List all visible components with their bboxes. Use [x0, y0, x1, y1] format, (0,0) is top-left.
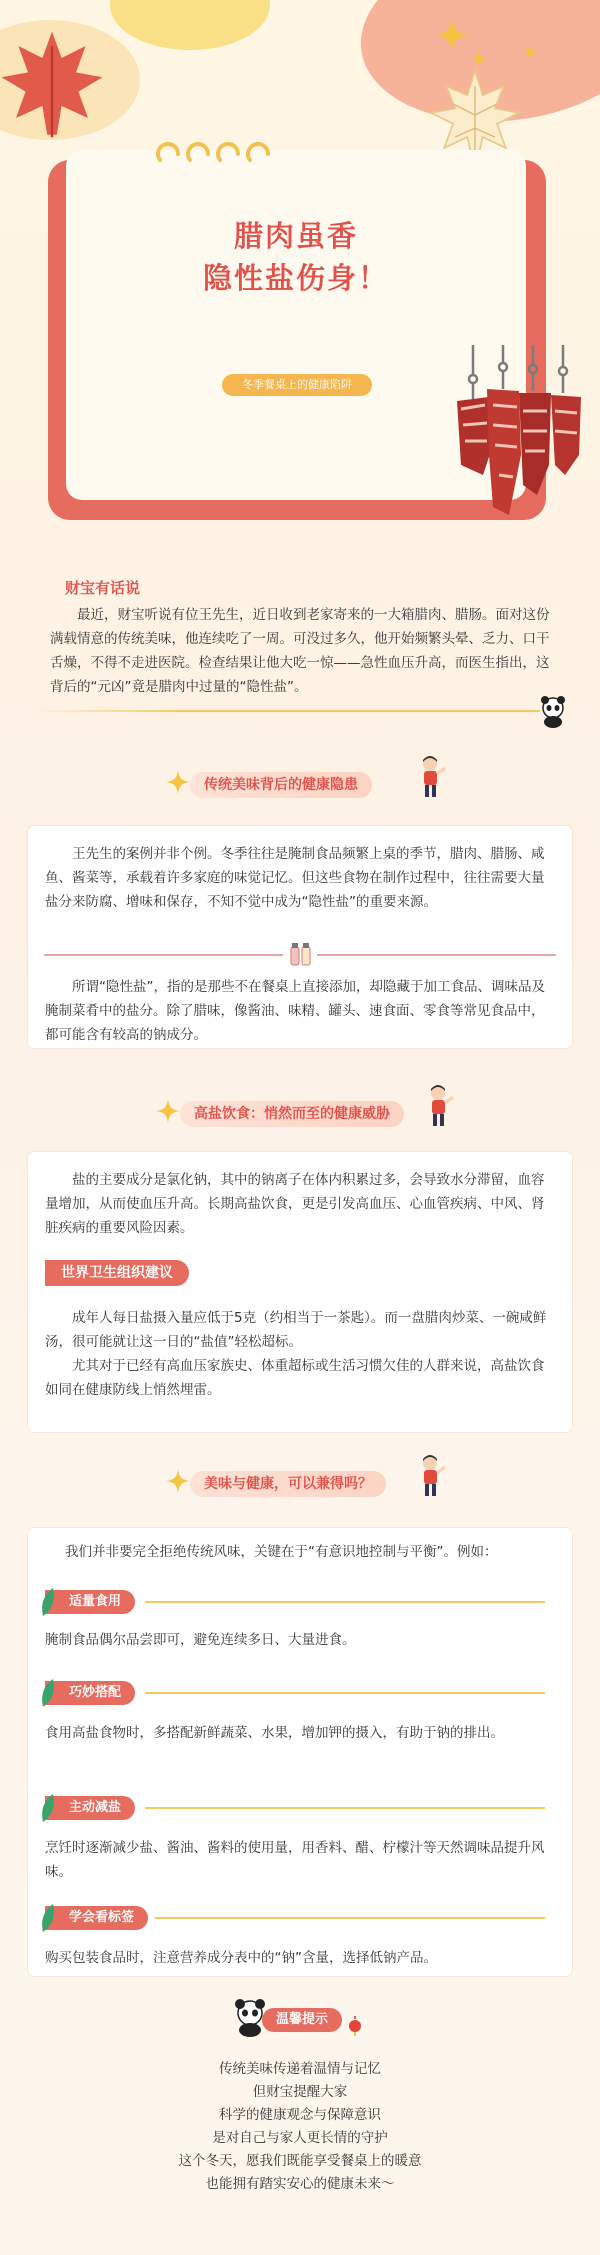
warm-line: 也能拥有踏实安心的健康未来～	[205, 2176, 395, 2192]
section2-paragraph: 成年人每日盐摄入量应低于5克（约相当于一茶匙）。而一盘腊肉炒菜、一碗咸鲜汤，很可能就让这一日的“盐值”轻松超标。	[45, 1310, 547, 1350]
section3-intro: 我们并非要完全拒绝传统风味，关键在于“有意识地控制与平衡”。例如：	[65, 1544, 498, 1560]
leaf-icon	[39, 1679, 57, 1707]
warm-line: 是对自己与家人更长情的守护	[212, 2130, 388, 2146]
maple-leaf-icon	[0, 22, 112, 142]
section-title: 高盐饮食：悄然而至的健康威胁	[180, 1101, 404, 1127]
divider-line	[145, 1692, 545, 1694]
sparkle-icon	[166, 1469, 190, 1493]
section1-paragraph: 所谓“隐性盐”，指的是那些不在餐桌上直接添加，却隐藏于加工食品、调味品及腌制菜肴中的盐分。除了腊味，像酱油、味精、罐头、速食面、零食等常见食品中，都可能含有较高的钠成分。	[45, 979, 545, 1043]
divider-line	[30, 710, 540, 712]
binder-rings-icon	[150, 128, 270, 168]
divider-line	[145, 1807, 545, 1809]
sparkle-icon	[435, 18, 469, 52]
tip-label	[45, 1681, 135, 1705]
kid-mascot-icon	[414, 754, 450, 800]
section-title: 美味与健康，可以兼得吗？	[190, 1471, 386, 1497]
section2-paragraph: 尤其对于已经有高血压家族史、体重超标或生活习惯欠佳的人群来说，高盐饮食如同在健康防线上悄然埋雷。	[45, 1358, 545, 1398]
divider-line	[155, 1917, 545, 1919]
warm-tips-title: 温馨提示	[262, 2008, 342, 2032]
leaf-icon	[39, 1904, 57, 1932]
decor-blob	[110, 0, 270, 50]
tip-label	[45, 1906, 148, 1930]
tip-label-text: 巧妙搭配	[69, 1685, 122, 1700]
tip-label-text: 主动减盐	[69, 1800, 122, 1815]
tip-label	[45, 1590, 135, 1614]
tip-text: 烹饪时逐渐减少盐、酱油、酱料的使用量，用香料、醋、柠檬汁等天然调味品提升风味。	[45, 1840, 545, 1880]
hero-banner	[0, 0, 600, 560]
section-header	[156, 1099, 456, 1129]
section1-paragraph: 王先生的案例并非个例。冬季往往是腌制食品频繁上桌的季节，腊肉、腊肠、咸鱼、酱菜等，承载着许多家庭的味觉记忆。但这些食物在制作过程中，往往需要大量盐分来防腐、增味和保存，不知不觉中成为“隐性盐”的重要来源。	[45, 846, 545, 910]
tip-label-text: 适量食用	[69, 1594, 122, 1609]
warm-line: 科学的健康观念与保障意识	[219, 2107, 381, 2123]
sparkle-icon	[156, 1099, 180, 1123]
intro-paragraph: 最近，财宝听说有位王先生，近日收到老家寄来的一大箱腊肉、腊肠。面对这份满载情意的传统美味，他连续吃了一周。可没过多久，他开始频繁头晕、乏力、口干舌燥，不得不走进医院。检查结果让他大吃一惊——急性血压升高，而医生指出，这背后的“元凶”竟是腊肉中过量的“隐性盐”。	[50, 607, 550, 695]
sparkle-icon	[470, 50, 488, 68]
section2-paragraph: 盐的主要成分是氯化钠，其中的钠离子在体内积累过多，会导致水分滞留，血容量增加，从而使血压升高。长期高盐饮食，更是引发高血压、心血管疾病、中风、肾脏疾病的重要风险因素。	[45, 1172, 545, 1236]
divider-line	[145, 1601, 545, 1603]
tip-text: 食用高盐食物时，多搭配新鲜蔬菜、水果，增加钾的摄入，有助于钠的排出。	[45, 1725, 504, 1741]
condiment-bottles-icon	[283, 941, 317, 969]
tip-text: 购买包装食品时，注意营养成分表中的“钠”含量，选择低钠产品。	[45, 1950, 437, 1966]
warm-line: 但财宝提醒大家	[252, 2084, 348, 2100]
intro-heading: 财宝有话说	[65, 579, 141, 597]
kid-mascot-icon	[414, 1453, 450, 1499]
leaf-icon	[39, 1794, 57, 1822]
warm-line: 传统美味传递着温情与记忆	[219, 2061, 381, 2077]
sparkle-icon	[166, 770, 190, 794]
section-header	[166, 1469, 446, 1499]
panda-mascot-icon	[538, 694, 568, 728]
hero-subtitle-badge: 冬季餐桌上的健康陷阱	[222, 374, 372, 396]
tip-label	[45, 1796, 135, 1820]
kid-mascot-icon	[422, 1083, 458, 1129]
warm-tips-text	[0, 2058, 600, 2196]
page-title: 腊肉虽香 隐性盐伤身！	[202, 219, 389, 295]
hanging-cured-meat-icon	[455, 345, 585, 525]
who-recommendation-label: 世界卫生组织建议	[45, 1260, 189, 1286]
sparkle-icon	[522, 44, 538, 60]
warm-line: 这个冬天，愿我们既能享受餐桌上的暖意	[178, 2153, 422, 2169]
lantern-icon	[348, 2016, 362, 2036]
tip-text: 腌制食品偶尔品尝即可，避免连续多日、大量进食。	[45, 1632, 356, 1648]
leaf-icon	[39, 1588, 57, 1616]
tip-label-text: 学会看标签	[69, 1910, 135, 1925]
section-title: 传统美味背后的健康隐患	[190, 772, 372, 798]
section-header	[166, 770, 446, 800]
